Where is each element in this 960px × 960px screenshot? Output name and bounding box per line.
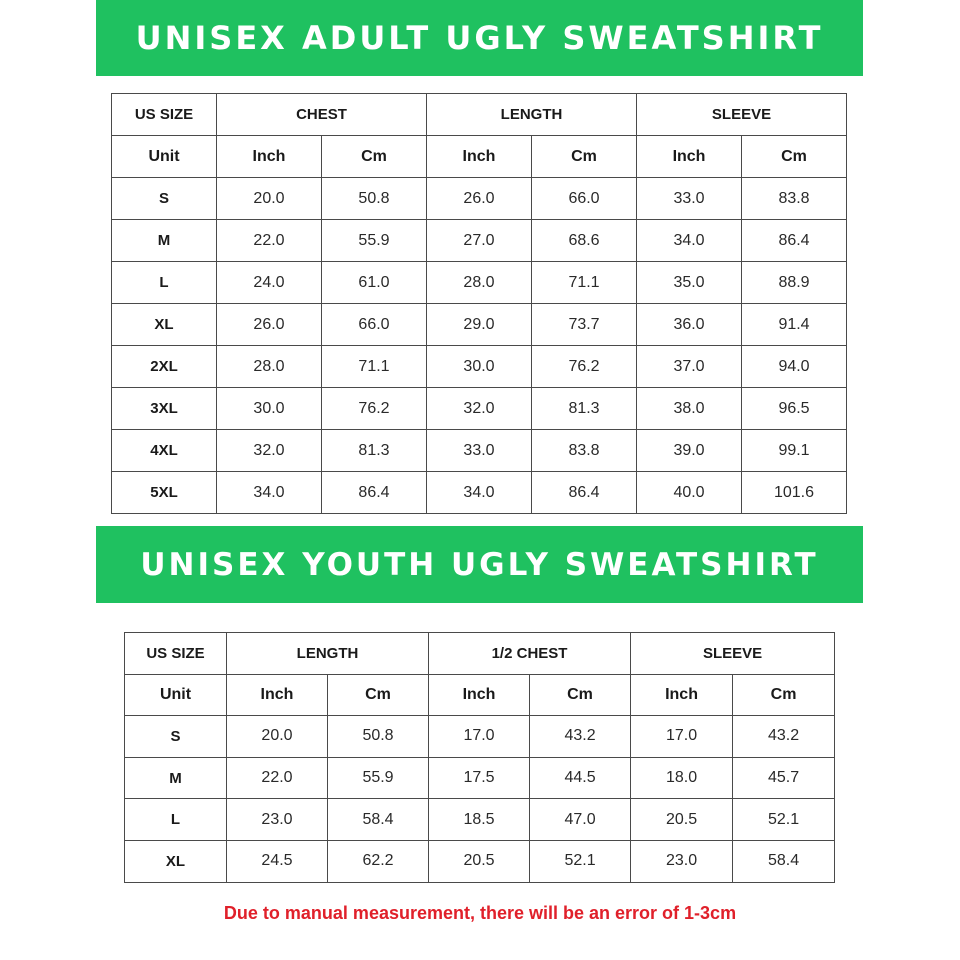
measurement-value: 55.9 [328, 757, 429, 799]
measurement-value: 37.0 [637, 346, 742, 388]
unit-label: Unit [125, 674, 227, 716]
measurement-value: 33.0 [427, 430, 532, 472]
size-label: L [125, 799, 227, 841]
measurement-value: 22.0 [227, 757, 328, 799]
size-label: 4XL [112, 430, 217, 472]
measurement-value: 94.0 [742, 346, 847, 388]
youth-title: UNISEX YOUTH UGLY SWEATSHIRT [140, 546, 819, 583]
measurement-value: 23.0 [631, 840, 733, 882]
measurement-value: 81.3 [532, 388, 637, 430]
measurement-value: 22.0 [217, 220, 322, 262]
unit-row [112, 136, 847, 178]
unit-header: Inch [227, 674, 328, 716]
measurement-value: 29.0 [427, 304, 532, 346]
measurement-value: 43.2 [733, 716, 835, 758]
size-label: XL [112, 304, 217, 346]
table-row [125, 716, 835, 758]
measurement-value: 88.9 [742, 262, 847, 304]
table-row [112, 178, 847, 220]
measurement-value: 62.2 [328, 840, 429, 882]
measurement-value: 86.4 [532, 472, 637, 514]
size-label: S [112, 178, 217, 220]
measurement-value: 24.0 [217, 262, 322, 304]
measurement-value: 34.0 [427, 472, 532, 514]
measurement-value: 20.5 [631, 799, 733, 841]
size-label: 3XL [112, 388, 217, 430]
table-row [112, 220, 847, 262]
measurement-value: 23.0 [227, 799, 328, 841]
table-row [112, 346, 847, 388]
measurement-value: 76.2 [322, 388, 427, 430]
header-row [112, 94, 847, 136]
measurement-value: 66.0 [322, 304, 427, 346]
table-row [125, 840, 835, 882]
youth-title-banner [96, 526, 863, 603]
measurement-value: 28.0 [217, 346, 322, 388]
measurement-value: 27.0 [427, 220, 532, 262]
measurement-group-header: LENGTH [427, 94, 637, 136]
measurement-value: 91.4 [742, 304, 847, 346]
size-label: XL [125, 840, 227, 882]
measurement-group-header: 1/2 CHEST [429, 633, 631, 675]
table-row [112, 304, 847, 346]
measurement-value: 32.0 [427, 388, 532, 430]
measurement-value: 66.0 [532, 178, 637, 220]
measurement-value: 35.0 [637, 262, 742, 304]
measurement-value: 99.1 [742, 430, 847, 472]
table-row [112, 430, 847, 472]
measurement-value: 96.5 [742, 388, 847, 430]
measurement-value: 81.3 [322, 430, 427, 472]
measurement-value: 34.0 [637, 220, 742, 262]
measurement-value: 20.0 [217, 178, 322, 220]
measurement-value: 28.0 [427, 262, 532, 304]
measurement-value: 71.1 [322, 346, 427, 388]
unit-header: Inch [427, 136, 532, 178]
measurement-value: 58.4 [328, 799, 429, 841]
measurement-value: 24.5 [227, 840, 328, 882]
table-row [112, 388, 847, 430]
size-label: 5XL [112, 472, 217, 514]
measurement-value: 17.5 [429, 757, 530, 799]
unit-header: Inch [217, 136, 322, 178]
adult-size-table [111, 93, 847, 514]
measurement-value: 71.1 [532, 262, 637, 304]
measurement-value: 17.0 [631, 716, 733, 758]
measurement-value: 45.7 [733, 757, 835, 799]
unit-header: Inch [631, 674, 733, 716]
table-row [125, 799, 835, 841]
measurement-value: 36.0 [637, 304, 742, 346]
measurement-value: 52.1 [530, 840, 631, 882]
measurement-value: 26.0 [427, 178, 532, 220]
unit-header: Cm [328, 674, 429, 716]
header-row [125, 633, 835, 675]
measurement-value: 44.5 [530, 757, 631, 799]
measurement-value: 52.1 [733, 799, 835, 841]
unit-header: Cm [322, 136, 427, 178]
unit-header: Cm [742, 136, 847, 178]
size-column-header: US SIZE [112, 94, 217, 136]
measurement-value: 17.0 [429, 716, 530, 758]
table-row [125, 757, 835, 799]
unit-header: Cm [733, 674, 835, 716]
measurement-value: 32.0 [217, 430, 322, 472]
measurement-value: 47.0 [530, 799, 631, 841]
measurement-value: 58.4 [733, 840, 835, 882]
size-label: L [112, 262, 217, 304]
size-label: M [125, 757, 227, 799]
size-label: S [125, 716, 227, 758]
unit-header: Cm [530, 674, 631, 716]
size-column-header: US SIZE [125, 633, 227, 675]
measurement-value: 61.0 [322, 262, 427, 304]
measurement-value: 39.0 [637, 430, 742, 472]
measurement-value: 83.8 [532, 430, 637, 472]
measurement-group-header: SLEEVE [631, 633, 835, 675]
unit-row [125, 674, 835, 716]
unit-label: Unit [112, 136, 217, 178]
measurement-value: 34.0 [217, 472, 322, 514]
measurement-value: 38.0 [637, 388, 742, 430]
measurement-value: 101.6 [742, 472, 847, 514]
measurement-value: 73.7 [532, 304, 637, 346]
measurement-value: 83.8 [742, 178, 847, 220]
measurement-value: 86.4 [322, 472, 427, 514]
youth-size-table [124, 632, 835, 883]
measurement-value: 76.2 [532, 346, 637, 388]
unit-header: Inch [637, 136, 742, 178]
table-row [112, 262, 847, 304]
measurement-group-header: CHEST [217, 94, 427, 136]
measurement-value: 26.0 [217, 304, 322, 346]
measurement-value: 20.5 [429, 840, 530, 882]
unit-header: Inch [429, 674, 530, 716]
measurement-value: 18.5 [429, 799, 530, 841]
measurement-value: 86.4 [742, 220, 847, 262]
measurement-value: 43.2 [530, 716, 631, 758]
measurement-value: 50.8 [328, 716, 429, 758]
measurement-group-header: LENGTH [227, 633, 429, 675]
measurement-value: 55.9 [322, 220, 427, 262]
measurement-value: 30.0 [427, 346, 532, 388]
table-row [112, 472, 847, 514]
measurement-value: 68.6 [532, 220, 637, 262]
measurement-value: 50.8 [322, 178, 427, 220]
measurement-value: 40.0 [637, 472, 742, 514]
size-label: 2XL [112, 346, 217, 388]
measurement-group-header: SLEEVE [637, 94, 847, 136]
adult-title-banner [96, 0, 863, 76]
size-label: M [112, 220, 217, 262]
measurement-value: 18.0 [631, 757, 733, 799]
unit-header: Cm [532, 136, 637, 178]
measurement-value: 20.0 [227, 716, 328, 758]
adult-title: UNISEX ADULT UGLY SWEATSHIRT [135, 19, 824, 57]
measurement-value: 30.0 [217, 388, 322, 430]
measurement-value: 33.0 [637, 178, 742, 220]
measurement-note: Due to manual measurement, there will be an error of 1-3cm [223, 903, 737, 923]
